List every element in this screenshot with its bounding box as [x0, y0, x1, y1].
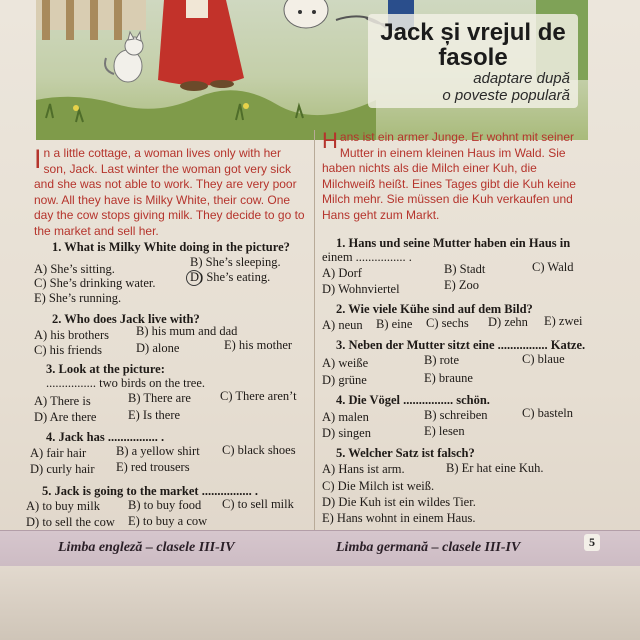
option-d[interactable]: D) Wohnviertel	[322, 282, 400, 296]
question-text: 1. Hans und seine Mutter haben ein Haus in	[336, 236, 571, 250]
question-text: 5. Jack is going to the market ................ .	[42, 484, 258, 498]
option-d[interactable]: D) to sell the cow	[26, 515, 115, 529]
option-d[interactable]: D) Die Kuh ist ein wildes Tier.	[322, 495, 476, 509]
english-story-text: n a little cottage, a woman lives only with her son, Jack. Last winter the woman got very sick and she was not able to work. They are very poor now. All they have is Milky White, their cow. One day the cow stops giving milk. They decide to go to the market and sell her.	[34, 146, 305, 238]
question-blank-line: einem ................ .	[322, 250, 412, 264]
story-subtitle-line1: adaptare după	[473, 70, 570, 87]
option-a[interactable]: A) fair hair	[30, 446, 87, 460]
option-a[interactable]: A) She’s sitting.	[34, 262, 115, 276]
option-e[interactable]: E) lesen	[424, 424, 465, 438]
option-c[interactable]: C) his friends	[34, 343, 103, 357]
table-surface	[0, 566, 640, 640]
question-text: 5. Welcher Satz ist falsch?	[336, 446, 475, 460]
german-dropcap: H	[322, 128, 338, 153]
option-c[interactable]: C) black shoes	[222, 443, 296, 457]
option-b[interactable]: B) his mum and dad	[136, 324, 238, 338]
option-e[interactable]: E) braune	[424, 371, 473, 385]
footer-german-label: Limba germană – clasele III-IV	[336, 540, 521, 555]
option-c[interactable]: C) to sell milk	[222, 497, 294, 511]
option-d[interactable]: D) Are there	[34, 410, 97, 424]
option-a[interactable]: A) to buy milk	[26, 499, 100, 513]
option-b[interactable]: B) schreiben	[424, 408, 488, 422]
option-c[interactable]: C) Wald	[532, 260, 574, 274]
english-story	[34, 146, 306, 239]
option-a[interactable]: A) neun	[322, 318, 363, 332]
option-c[interactable]: C) basteln	[522, 406, 574, 420]
question-text: 2. Wie viele Kühe sind auf dem Bild?	[336, 302, 533, 316]
option-c[interactable]: C) There aren’t	[220, 389, 297, 403]
title-box	[368, 14, 578, 108]
option-c[interactable]: C) Die Milch ist weiß.	[322, 479, 435, 493]
question-text: 1. What is Milky White doing in the picture?	[52, 240, 290, 254]
story-subtitle-line2: o poveste populară	[442, 87, 570, 104]
option-d[interactable]: D) grüne	[322, 373, 367, 387]
option-a[interactable]: A) Hans ist arm.	[322, 462, 405, 476]
question-blank-line: ................ two birds on the tree.	[46, 376, 206, 390]
option-a[interactable]: A) There is	[34, 394, 91, 408]
question-text: 2. Who does Jack live with?	[52, 312, 200, 326]
question-text: 3. Look at the picture:	[46, 362, 165, 376]
option-d[interactable]: D) singen	[322, 426, 371, 440]
option-e[interactable]: E) to buy a cow	[128, 514, 208, 528]
page-number: 5	[584, 534, 600, 551]
option-c[interactable]: C) She’s drinking water.	[34, 276, 156, 290]
option-b[interactable]: B) There are	[128, 391, 191, 405]
option-b[interactable]: B) Er hat eine Kuh.	[446, 461, 544, 475]
option-a[interactable]: A) Dorf	[322, 266, 362, 280]
option-b[interactable]: B) to buy food	[128, 498, 202, 512]
option-a[interactable]: A) weiße	[322, 356, 369, 370]
german-story-text: ans ist ein armer Junge. Er wohnt mit seiner Mutter in einem kleinen Haus im Wald. Sie haben nichts als die Milch einer Kuh, die Milchweiß heißt. Eines Tages gibt die Kuh keine Milch mehr. Sie müssen die Kuh verkaufen und Hans geht zum Markt.	[322, 130, 576, 222]
english-dropcap: I	[34, 144, 42, 174]
option-e[interactable]: E) She’s running.	[34, 291, 122, 305]
option-e[interactable]: E) Is there	[128, 408, 181, 422]
option-b[interactable]: B) rote	[424, 353, 460, 367]
option-b[interactable]: B) a yellow shirt	[116, 444, 200, 458]
option-b[interactable]: B) eine	[376, 317, 413, 331]
option-e[interactable]: E) his mother	[224, 338, 293, 352]
option-a[interactable]: A) malen	[322, 410, 369, 424]
option-e[interactable]: E) Zoo	[444, 278, 480, 292]
story-title: Jack și vrejul de fasole	[380, 19, 566, 71]
german-story	[322, 130, 584, 223]
option-b[interactable]: B) She’s sleeping.	[190, 255, 281, 269]
option-d[interactable]: D) alone	[136, 341, 180, 355]
question-text: 4. Die Vögel ................ schön.	[336, 393, 490, 407]
option-e[interactable]: E) Hans wohnt in einem Haus.	[322, 511, 476, 525]
option-b[interactable]: B) Stadt	[444, 262, 486, 276]
option-e[interactable]: E) zwei	[544, 314, 583, 328]
story-illustration	[36, 0, 588, 140]
question-text: 4. Jack has ................ .	[46, 430, 165, 444]
column-divider	[314, 130, 315, 530]
option-e[interactable]: E) red trousers	[116, 460, 190, 474]
option-d[interactable]: D) zehn	[488, 315, 528, 329]
option-d[interactable]: D) curly hair	[30, 462, 95, 476]
option-d[interactable]: D) She’s eating.	[190, 270, 271, 284]
option-c[interactable]: C) blaue	[522, 352, 565, 366]
option-c[interactable]: C) sechs	[426, 316, 469, 330]
option-a[interactable]: A) his brothers	[34, 328, 109, 342]
question-text: 3. Neben der Mutter sitzt eine ................ Katze.	[336, 338, 586, 352]
footer-english-label: Limba engleză – clasele III-IV	[58, 540, 235, 555]
